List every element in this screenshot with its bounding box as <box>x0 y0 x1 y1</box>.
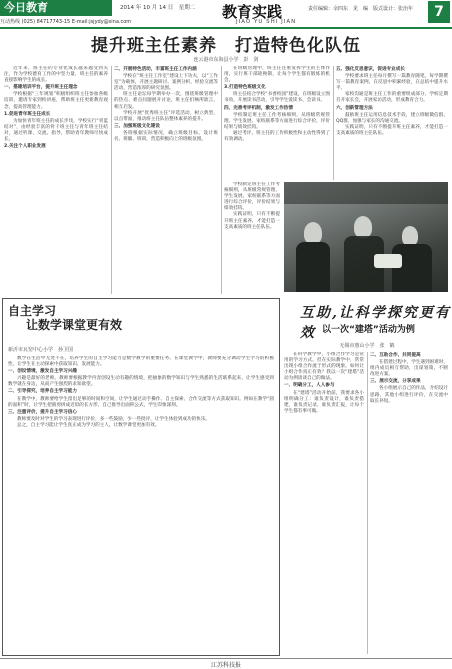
paragraph: 在搭建过程中，学生遇到困难时，组内成员相互帮助，出谋划策，不断改进方案。 <box>370 360 448 378</box>
subheading: 三、加强班级文化建设 <box>114 123 160 129</box>
paragraph: 总之，自主学习能让学生真正成为学习的主人，让数学课堂更加有效。 <box>17 422 160 428</box>
paragraph: 学校要求班主任每月撰写一篇教育随笔，每学期撰写一篇教育案例，在反思中积累经验，在总结中提升水平。 <box>336 74 448 92</box>
lead-column-1 <box>4 66 108 294</box>
lead-column-3-continued <box>224 182 280 294</box>
subheading: 三、展示交流，分享成果 <box>370 379 421 385</box>
subheading: 一、搭建培训平台，提升班主任理念 <box>4 85 78 91</box>
paragraph: 在班级管理中，班主任注重发挥学生的主体作用，实行班干部轮换制，让每个学生都有锻炼的机会。 <box>224 66 330 84</box>
footer-rule <box>0 658 452 659</box>
title-line: 让数学课堂更有效 <box>26 318 123 332</box>
paragraph: 班主任论坛每学期举办一次，围绕班级管理中的热点、难点问题展开讨论，班主任们畅所欲言，相互启发。 <box>114 92 218 110</box>
subheading: 六、创新管理方法 <box>336 105 373 111</box>
paragraph: 教师要及时对学生的学习表现进行评价，多一些鼓励，少一些批评，让学生体验到成功的快乐。 <box>17 416 210 422</box>
paragraph: 数学在生活中无处不在，培养学生的自主学习能力是数学教学的重要任务。在课堂教学中，教师要充分调动学生学习的积极性，让学生在主动探索中获取知识、发展能力。 <box>8 356 274 368</box>
feature-subtitle: 以一次“建塔”活动为例 <box>322 325 415 335</box>
paragraph: 实践证明，只有不断提升班主任素养，才能打造一支高素质的班主任队伍。 <box>336 124 448 136</box>
feature-title: 互助,让科学探究更有效 <box>300 305 451 341</box>
subheading: 三、注重评价，提升自主学习信心 <box>8 409 77 415</box>
paragraph: 家校沟通是班主任工作的重要组成部分，学校定期召开家长会，开展家访活动，形成教育合力。 <box>336 92 448 104</box>
paragraph: 实践证明，只有不断提升班主任素养，才能打造一支高素质的班主任队伍。 <box>224 212 280 230</box>
paragraph: 近年来，班主任的专业化成长越来越受到关注，作为学校德育工作的中坚力量，班主任的素养直接影响学生的成长。 <box>4 66 108 84</box>
subheading: 3.打造特色班级文化 <box>224 85 266 91</box>
subheading: 五、强化反思意识，促进专业成长 <box>336 67 405 72</box>
issue-date: 2014 年 10 月 14 日 星期二 <box>120 5 196 11</box>
boxed-article-body <box>8 356 274 652</box>
feature-column-1 <box>284 352 364 654</box>
feature-column-2 <box>370 352 448 654</box>
paragraph: 在教学中，教师要给学生留出足够的时间和空间，让学生通过动手操作、自主探索、合作交流等方式获取知识。例如在教学“圆的面积”时，让学生把圆剪拼成近似的长方形，自己推导出面积公式，学生印象深刻。 <box>8 396 274 408</box>
paragraph: 在科学教学中，小组合作学习是常用的学习方式。但在实际教学中，常常出现小组合作流于形式的现象。如何让小组合作真正有效？我以一次“建塔”活动为例谈谈自己的做法。 <box>284 352 364 382</box>
lead-column-3 <box>224 66 330 180</box>
paragraph: 通过考评，班主任的工作积极性和主动性得到了有效调动。 <box>224 130 330 143</box>
footer-text: 江苏科技报 <box>210 662 241 669</box>
subheading: 四、完善考评机制，激发工作热情 <box>224 105 293 111</box>
paragraph: 班主任结合学校“书香校园”建设，在班级设立图书角，开展读书活动，引导学生爱读书、会读书。 <box>224 92 330 104</box>
paragraph: 学校根据“三年规划”积极组织班主任参加各级培训，邀请专家到校讲座，帮助班主任更新教育观念，提高管理能力。 <box>4 92 108 110</box>
masthead-rule <box>0 27 452 29</box>
lead-column-2 <box>114 66 218 294</box>
paragraph: 在“建塔”活动开始前，我要求各小组明确分工：谁负责设计，谁负责搭建，谁负责记录，谁负责汇报，让每个学生都有事可做。 <box>284 390 364 414</box>
subheading: 1.促进青年班主任成长 <box>4 111 51 117</box>
editor-credits: 责任编辑：余四东 见 编 版式设计：张治年 <box>308 6 414 12</box>
lead-byline: 连云港市东海县小学 彭 剑 <box>193 57 259 63</box>
subheading: 二、互助合作，共同提高 <box>370 353 421 358</box>
boxed-article-author: 新沂市瓦窑中心小学 孙卫国 <box>8 347 74 353</box>
boxed-article-title <box>8 304 122 332</box>
masthead-logo: 今日教育 <box>0 0 112 16</box>
paragraph: 鼓励班主任运用信息技术手段，建立班级微信群、QQ群，加强与家长的沟通交流。 <box>336 112 448 124</box>
contact-line: 互动热线 (025) 84717743-15 E-mail:jsjydy@sina.com <box>0 19 132 25</box>
section-title: 教育实践 <box>222 3 283 21</box>
paragraph: 学校制定班主任工作考核细则，从班级常规管理、学生发展、家校联系等方面进行综合评价，评价结果与绩效挂钩。 <box>224 112 330 130</box>
subheading: 二、引导探究，培养自主学习能力 <box>8 389 77 395</box>
paragraph: 学校在“班主任工作室”建设上下功夫，以“工作室”为载体，开展主题研讨、案例分析、经验交流等活动，营造浓厚的研究氛围。 <box>114 74 218 92</box>
paragraph: 各小组展示自己的作品，介绍设计思路，其他小组进行评价，在交流中取长补短。 <box>370 386 448 404</box>
lead-headline: 提升班主任素养 打造特色化队伍 <box>91 36 361 56</box>
subheading: 2.关注个人职业发展 <box>4 144 46 150</box>
section-pinyin: JIAO YU SHI JIAN <box>236 19 297 25</box>
subheading: 一、创设情境，激发自主学习兴趣 <box>8 369 77 375</box>
paragraph: 学校制定班主任工作考核细则，从班级常规管理、学生发展、家校联系等方面进行综合评价，评价结果与绩效挂钩。 <box>224 182 280 212</box>
subheading: 二、开展特色活动，丰富班主任工作内涵 <box>114 67 197 72</box>
paragraph: 各班根据实际情况，确立班级目标，设计班名、班徽、班训，营造积极向上的班级氛围。 <box>114 130 218 143</box>
paragraph: 为加快青年班主任的成长步伐，学校实行“青蓝结对”，由经验丰富的骨干班主任与青年班主任结对，通过听课、交流、指导，帮助青年教师尽快成长。 <box>4 118 108 143</box>
paragraph: 兴趣是最好的老师。教师要根据教学内容创设生动有趣的情境，把抽象的数学知识与学生熟悉的生活联系起来，让学生感受到数学就在身边，从而产生强烈的求知欲望。 <box>8 376 274 388</box>
page-number: 7 <box>428 1 450 23</box>
classroom-photo <box>284 182 448 292</box>
lead-column-4 <box>336 66 448 180</box>
feature-author: 无锡市惠山小学 张 鹤 <box>339 343 395 349</box>
paragraph: 学校开展“优秀班主任”评选活动，树立典型，以点带面，推动班主任队伍整体素养的提升。 <box>114 110 218 122</box>
subheading: 一、明确分工，人人参与 <box>284 383 335 389</box>
title-line: 自主学习 <box>8 304 57 318</box>
